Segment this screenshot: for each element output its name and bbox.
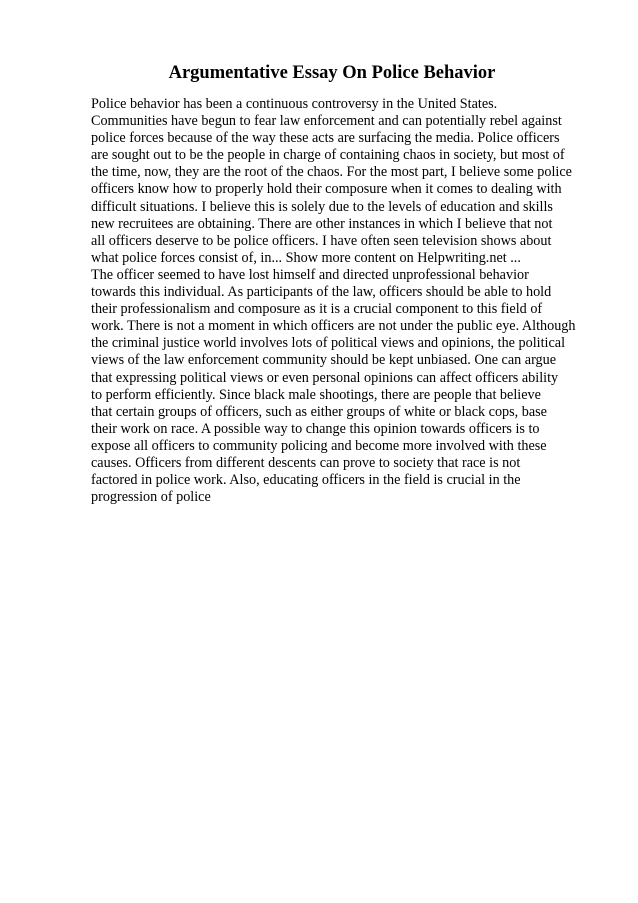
essay-line: their work on race. A possible way to change this opinion towards officers is to [91, 420, 540, 437]
essay-line: what police forces consist of, in... Show more content on Helpwriting.net ... [91, 249, 521, 266]
essay-line: work. There is not a moment in which officers are not under the public eye. Although [91, 318, 576, 335]
essay-line: the time, now, they are the root of the chaos. For the most part, I believe some police [91, 164, 572, 181]
essay-line: their professionalism and composure as it is a crucial component to this field of [91, 301, 543, 318]
essay-line: views of the law enforcement community should be kept unbiased. One can argue [91, 352, 557, 369]
essay-line: towards this individual. As participants of the law, officers should be able to hold [91, 284, 552, 301]
essay-line: officers know how to properly hold their composure when it comes to dealing with [91, 181, 562, 198]
essay-line: difficult situations. I believe this is solely due to the levels of education and skills [91, 198, 553, 215]
essay-line: factored in police work. Also, educating officers in the field is crucial in the [91, 472, 521, 489]
document-title: Argumentative Essay On Police Behavior [168, 63, 496, 83]
essay-line: Communities have begun to fear law enforcement and can potentially rebel against [91, 113, 562, 130]
essay-line: new recruitees are obtaining. There are other instances in which I believe that not [91, 215, 553, 232]
essay-body [91, 96, 591, 506]
essay-line: progression of police [91, 489, 211, 506]
essay-line: police forces because of the way these acts are surfacing the media. Police officers [91, 130, 560, 147]
essay-line: Police behavior has been a continuous controversy in the United States. [91, 96, 498, 112]
essay-line: expose all officers to community policing and become more involved with these [91, 437, 547, 454]
essay-line: the criminal justice world involves lots of political views and opinions, the political [91, 335, 566, 352]
essay-line: that expressing political views or even personal opinions can affect officers ability [91, 369, 559, 386]
essay-line: are sought out to be the people in charge of containing chaos in society, but most of [91, 147, 565, 164]
essay-line: that certain groups of officers, such as either groups of white or black cops, base [91, 403, 547, 420]
essay-line: to perform efficiently. Since black male shootings, there are people that believe [91, 386, 541, 403]
essay-line: causes. Officers from different descents can prove to society that race is not [91, 454, 521, 471]
essay-line: all officers deserve to be police officers. I have often seen television shows about [91, 232, 552, 249]
essay-line: The officer seemed to have lost himself and directed unprofessional behavior [91, 266, 529, 283]
